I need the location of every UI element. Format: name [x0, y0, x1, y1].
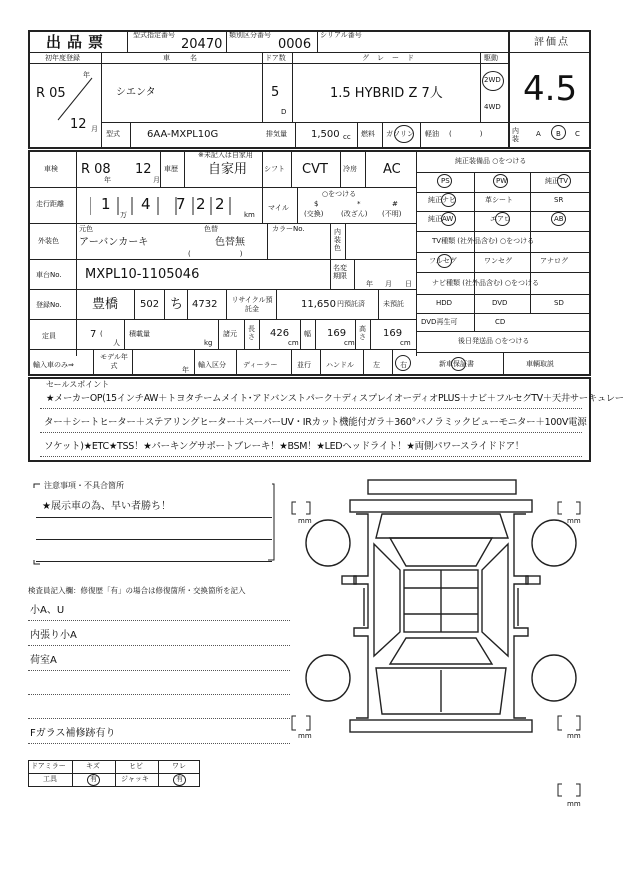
later-warranty-circle [451, 357, 466, 371]
later-manual: 車輌取説 [526, 360, 554, 368]
legend-jack-yu: 有 [176, 775, 183, 783]
mileage-swap: (交換) [304, 210, 324, 218]
sales-line2: ター＋シートヒーター＋ステアリングヒーター＋スーパーUV・IRカット機能付ガラ＋360°パノラミックビューモニター＋100V電源 [44, 417, 587, 428]
mm-rear-right: mm [567, 732, 581, 740]
legend-tools-yu-circle [87, 774, 100, 786]
shaken-label: 車検 [44, 165, 58, 173]
drive-4wd: 4WD [484, 103, 501, 111]
ruibetsu-label: 類別区分番号 [229, 31, 271, 39]
grade-value: 1.5 HYBRID Z 7人 [330, 86, 443, 101]
tv-analog: アナログ [540, 257, 568, 265]
serial-label: シリアル番号 [320, 31, 362, 39]
reg-class: 502 [140, 299, 160, 310]
first-reg-month: 12 [70, 117, 87, 132]
katashiki-value: 20470 [181, 37, 223, 52]
mileage-d1: 1 [101, 195, 111, 213]
reibo-label: 冷房 [343, 165, 357, 173]
inspector-item1: 小A、U [30, 605, 65, 616]
first-reg-diagonal [30, 64, 100, 148]
inspector-item4: Fガラス補修跡有り [30, 728, 116, 739]
length-label: 長さ [248, 325, 255, 341]
navi-hdd: HDD [436, 299, 453, 307]
meigi-day: 日 [405, 280, 412, 288]
equip-title: 純正装備品 ○をつける [455, 157, 527, 165]
mileage-d3: 7 [176, 195, 186, 213]
reibo-value: AC [383, 162, 401, 177]
kudo-label: 駆動 [484, 54, 498, 62]
mileage-digit-ticks [90, 193, 240, 217]
equip-genuine-tv: 純正TV [545, 177, 569, 185]
reg-area: 豊橋 [92, 297, 119, 312]
shaken-value: R 08 [81, 162, 111, 177]
frame-value: MXPL10-1105046 [85, 267, 200, 282]
later-warranty: 新車保証書 [439, 360, 474, 368]
recycle-label: リサイクル預託金 [231, 296, 273, 313]
tv-fullseg: フルセグ [429, 257, 457, 265]
equip-ps-circle [437, 174, 452, 188]
shift-label: シフト [264, 165, 285, 173]
height-cm: cm [400, 339, 411, 347]
score-value: 4.5 [523, 69, 578, 109]
mileage-unknown: (不明) [382, 210, 402, 218]
shaken-year: 年 [104, 176, 111, 184]
capacity-paren: ( [100, 330, 103, 338]
mileage-d4: 2 [196, 195, 206, 213]
model-year-label: モデル年式 [100, 353, 128, 370]
length-value: 426 [270, 328, 290, 339]
mileage-d2: 4 [141, 195, 151, 213]
displacement-label: 排気量 [266, 130, 287, 138]
color-value: アーバンカーキ [79, 237, 149, 248]
fuel-light-oil: 軽油 [425, 130, 439, 138]
first-reg-era: R 05 [36, 86, 66, 101]
recycle-unpaid: 未預託 [383, 300, 404, 308]
sales-line3: ソケット)★ETC★TSS！★パーキングサポートブレーキ！★BSM！★LEDヘッドライト！★両側パワースライドドア！ [44, 441, 524, 452]
displacement-value: 1,500 [311, 129, 340, 140]
navi-cd: CD [495, 318, 506, 326]
iro-gae-label: 色替 [204, 225, 218, 233]
legend-jack: ジャッキ [121, 775, 149, 783]
handle-right-circle [395, 355, 411, 371]
naiso-label: 内装 [512, 127, 519, 143]
model-value: 6AA-MXPL10G [147, 129, 219, 140]
legend-hibi: ヒビ [129, 762, 143, 770]
iro-gae-paren: ( ) [188, 250, 243, 258]
mileage-man: 万 [120, 211, 127, 219]
mileage-swap-sym: $ [314, 200, 319, 208]
ruibetsu-value: 0006 [278, 37, 312, 52]
mileage-tamper-sym: * [357, 200, 361, 208]
fuel-paren: ( ) [449, 130, 483, 138]
length-cm: cm [288, 339, 299, 347]
shareki-label: 車歴 [164, 165, 178, 173]
mileage-unknown-sym: # [392, 200, 398, 208]
tv-oneseg: ワンセグ [484, 257, 512, 265]
mileage-circle-note: ○をつける [322, 190, 357, 198]
form-title: 出品票 [46, 33, 110, 51]
fuel-gasoline-circle [394, 125, 414, 143]
mileage-label: 走行距離 [36, 200, 64, 208]
katashiki-label: 型式指定番号 [133, 31, 175, 39]
height-value: 169 [383, 328, 403, 339]
recycle-unit: 円預託済 [337, 300, 365, 308]
equip-ab-circle [551, 212, 566, 226]
naiso-a: A [536, 130, 541, 138]
legend-jack-yu-circle [173, 774, 186, 786]
mm-front-right: mm [567, 517, 581, 525]
recycle-value: 11,650 [301, 299, 336, 310]
reg-label: 登録No. [36, 301, 62, 309]
equip-pw-circle [493, 174, 508, 188]
moto-iro-label: 元色 [79, 225, 93, 233]
mm-spare: mm [567, 800, 581, 808]
navi-dvd: DVD [492, 299, 508, 307]
mileage-km: km [244, 211, 255, 219]
shamei-value: シエンタ [116, 87, 156, 98]
legend-tools-yu: 有 [90, 775, 97, 783]
first-reg-label: 初年度登録 [45, 54, 80, 62]
size-label: 諸元 [223, 330, 237, 338]
notes-title: 注意事項・不具合箇所 [44, 481, 124, 490]
color-no-label: カラーNo. [272, 225, 305, 233]
meigi-month: 月 [385, 280, 392, 288]
displacement-cc: cc [343, 133, 351, 141]
notes-bracket [28, 480, 278, 570]
mileage-d5: 2 [215, 195, 225, 213]
width-cm: cm [344, 339, 355, 347]
width-label: 幅 [304, 330, 311, 338]
height-label: 高さ [359, 325, 366, 341]
equip-genuine-aw: 純正AW [428, 215, 454, 223]
shift-value: CVT [302, 162, 328, 177]
navi-dvd-play: DVD再生可 [421, 318, 458, 326]
equip-navi-circle [441, 193, 456, 207]
capacity-label: 定員 [42, 332, 56, 340]
reg-num: 4732 [192, 299, 218, 310]
door-d: D [281, 108, 287, 116]
equip-aw-circle [441, 212, 456, 226]
fuel-gasoline: ガソリン [386, 130, 414, 138]
naiso-c: C [575, 130, 580, 138]
equip-pw: PW [496, 177, 508, 185]
legend-tools: 工具 [43, 775, 57, 783]
navi-title: ナビ種類 (社外品含む) ○をつける [432, 279, 540, 287]
equip-aero-circle [495, 212, 510, 226]
color-label: 外装色 [38, 237, 59, 245]
door-label: ドア数 [265, 54, 286, 62]
notes-line1: ★展示車の為、早い者勝ち！ [42, 501, 171, 512]
equip-ab: AB [554, 215, 564, 223]
handle-right: 右 [400, 361, 407, 369]
legend-ware: ワレ [172, 762, 186, 770]
shareki-value: 自家用 [208, 162, 248, 177]
capacity-value: 7 [90, 329, 97, 340]
tv-title: TV種類 (社外品含む) ○をつける [432, 237, 535, 245]
load-unit: kg [204, 339, 213, 347]
first-reg-month-unit: 月 [91, 125, 98, 133]
shaken-month-unit: 月 [153, 176, 160, 184]
naiso-b: B [556, 130, 561, 138]
import-label: 輸入車のみ⇒ [33, 361, 74, 369]
grade-label: グレード [362, 54, 422, 62]
later-title: 後日発送品 ○をつける [458, 337, 530, 345]
legend-door-mirror: ドアミラー [31, 762, 66, 770]
door-value: 5 [271, 85, 280, 100]
equip-ps: PS [441, 177, 450, 185]
frame-label: 車台No. [36, 271, 62, 279]
shareki-note: ※未記入は自家用 [198, 151, 253, 159]
mm-front-left: mm [298, 517, 312, 525]
shaken-month: 12 [135, 162, 152, 177]
naiso-color-label: 内装色 [334, 228, 341, 252]
import-dealer: ディーラー [243, 361, 278, 369]
iro-gae-value: 色替無 [215, 237, 245, 248]
mm-rear-left: mm [298, 732, 312, 740]
inspector-item3: 荷室A [30, 655, 57, 666]
car-diagram [286, 478, 596, 808]
inspector-title: 検査員記入欄：修復歴「有」の場合は修復箇所・交換箇所を記入 [28, 586, 246, 595]
tv-fullseg-circle [437, 254, 452, 268]
model-year-unit: 年 [182, 366, 189, 374]
naiso-b-circle [551, 125, 566, 140]
equip-tv-circle [557, 174, 571, 188]
import-type-label: 輸入区分 [198, 361, 226, 369]
inspector-item2: 内張り小A [30, 630, 77, 641]
equip-genuine-navi: 純正ナビ [428, 196, 456, 204]
fuel-label: 燃料 [361, 130, 375, 138]
sales-line1: ★メーカーOP(15インチAW＋トヨタチームメイト･アドバンストパーク＋ディスプレイオーディオPLUS＋ナビ＋フルセグTV＋天井サーキュレー [46, 393, 624, 404]
mileage-mile: マイル [268, 204, 289, 212]
meigi-label: 名変期限 [333, 264, 347, 280]
equip-sr: SR [554, 196, 564, 204]
import-parallel: 並行 [297, 361, 311, 369]
sales-title: セールスポイント [46, 380, 110, 389]
handle-left: 左 [373, 361, 380, 369]
handle-label: ハンドル [326, 361, 354, 369]
legend-kizu: キズ [86, 762, 100, 770]
drive-2wd: 2WD [484, 76, 501, 84]
shamei-label: 車名 [163, 54, 217, 62]
equip-leather: 革シート [485, 196, 513, 204]
meigi-year: 年 [366, 280, 373, 288]
model-label: 型式 [106, 130, 120, 138]
load-label: 積載量 [129, 330, 150, 338]
equip-aero: エアロ [490, 215, 511, 223]
width-value: 169 [327, 328, 347, 339]
reg-kana: ち [170, 297, 184, 312]
hyoka-label: 評価点 [534, 37, 570, 48]
navi-sd: SD [554, 299, 564, 307]
capacity-unit: 人 [113, 339, 120, 347]
mileage-tamper: (改ざん) [341, 210, 368, 218]
first-reg-year-unit: 年 [83, 71, 90, 79]
